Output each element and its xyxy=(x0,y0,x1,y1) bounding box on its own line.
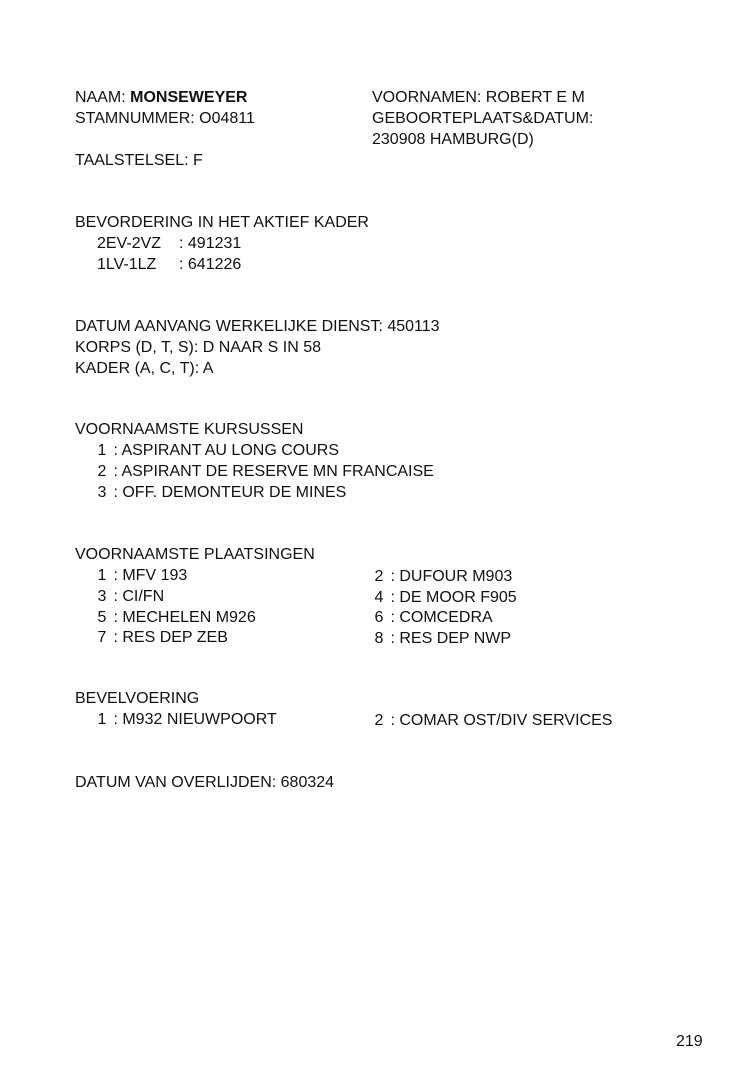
korps-line: KORPS (D, T, S): D NAAR S IN 58 xyxy=(75,339,321,356)
plaatsing-num: 3 xyxy=(97,588,107,605)
bevordering-row xyxy=(97,233,241,254)
geboorte-label: GEBOORTEPLAATS&DATUM: xyxy=(372,110,594,127)
kursus-num: 2 xyxy=(97,463,107,480)
kursus-num: 1 xyxy=(97,442,107,459)
plaatsing-num: 5 xyxy=(97,609,107,626)
naam-line xyxy=(75,87,247,108)
kursus-text: : OFF. DEMONTEUR DE MINES xyxy=(113,484,347,501)
bevelvoering-item xyxy=(372,710,612,731)
kursus-text: : ASPIRANT DE RESERVE MN FRANCAISE xyxy=(113,463,434,480)
plaatsing-item xyxy=(372,607,493,628)
bevelvoering-num: 1 xyxy=(97,711,107,728)
plaatsingen-title: VOORNAAMSTE PLAATSINGEN xyxy=(75,546,315,563)
plaatsing-item xyxy=(95,627,228,648)
plaatsing-item xyxy=(372,628,511,649)
bevelvoering-item xyxy=(95,709,277,730)
overlijden-line: DATUM VAN OVERLIJDEN: 680324 xyxy=(75,774,335,791)
bevelvoering-title: BEVELVOERING xyxy=(75,690,200,707)
page-number: 219 xyxy=(676,1033,703,1050)
plaatsing-item xyxy=(95,565,187,586)
plaatsing-text: : CI/FN xyxy=(113,588,165,605)
plaatsing-num: 7 xyxy=(97,629,107,646)
geboorte-value: 230908 HAMBURG(D) xyxy=(372,131,534,148)
kader-line: KADER (A, C, T): A xyxy=(75,360,214,377)
bevordering-code: 1LV-1LZ xyxy=(97,256,157,273)
kursus-text: : ASPIRANT AU LONG COURS xyxy=(113,442,339,459)
bevordering-code: 2EV-2VZ xyxy=(97,235,162,252)
plaatsing-text: : DUFOUR M903 xyxy=(390,568,513,585)
plaatsing-text: : MFV 193 xyxy=(113,567,188,584)
bevordering-title: BEVORDERING IN HET AKTIEF KADER xyxy=(75,214,369,231)
plaatsing-text: : COMCEDRA xyxy=(390,609,493,626)
aanvang-dienst: DATUM AANVANG WERKELIJKE DIENST: 450113 xyxy=(75,318,440,335)
bevordering-row xyxy=(97,254,241,275)
plaatsing-text: : DE MOOR F905 xyxy=(390,589,517,606)
plaatsing-num: 4 xyxy=(374,589,384,606)
kursus-item xyxy=(95,440,339,461)
plaatsing-num: 8 xyxy=(374,630,384,647)
plaatsing-item xyxy=(95,586,164,607)
plaatsing-num: 6 xyxy=(374,609,384,626)
naam-value: MONSEWEYER xyxy=(130,89,248,106)
plaatsing-text: : RES DEP ZEB xyxy=(113,629,228,646)
plaatsing-item xyxy=(95,607,256,628)
kursus-num: 3 xyxy=(97,484,107,501)
voornamen-line: VOORNAMEN: ROBERT E M xyxy=(372,89,585,106)
taalstelsel-line: TAALSTELSEL: F xyxy=(75,152,203,169)
bevelvoering-text: : COMAR OST/DIV SERVICES xyxy=(390,712,613,729)
bevelvoering-text: : M932 NIEUWPOORT xyxy=(113,711,277,728)
bevelvoering-num: 2 xyxy=(374,712,384,729)
bevordering-date: : 491231 xyxy=(179,235,242,252)
naam-label: NAAM: xyxy=(75,89,131,106)
bevordering-date: : 641226 xyxy=(179,256,242,273)
plaatsing-item xyxy=(372,587,517,608)
stamnummer-line: STAMNUMMER: O04811 xyxy=(75,110,255,127)
plaatsing-item xyxy=(372,566,512,587)
plaatsing-text: : MECHELEN M926 xyxy=(113,609,256,626)
plaatsing-num: 2 xyxy=(374,568,384,585)
kursus-item xyxy=(95,482,346,503)
kursus-item xyxy=(95,461,434,482)
plaatsing-num: 1 xyxy=(97,567,107,584)
kursussen-title: VOORNAAMSTE KURSUSSEN xyxy=(75,421,304,438)
plaatsing-text: : RES DEP NWP xyxy=(390,630,512,647)
